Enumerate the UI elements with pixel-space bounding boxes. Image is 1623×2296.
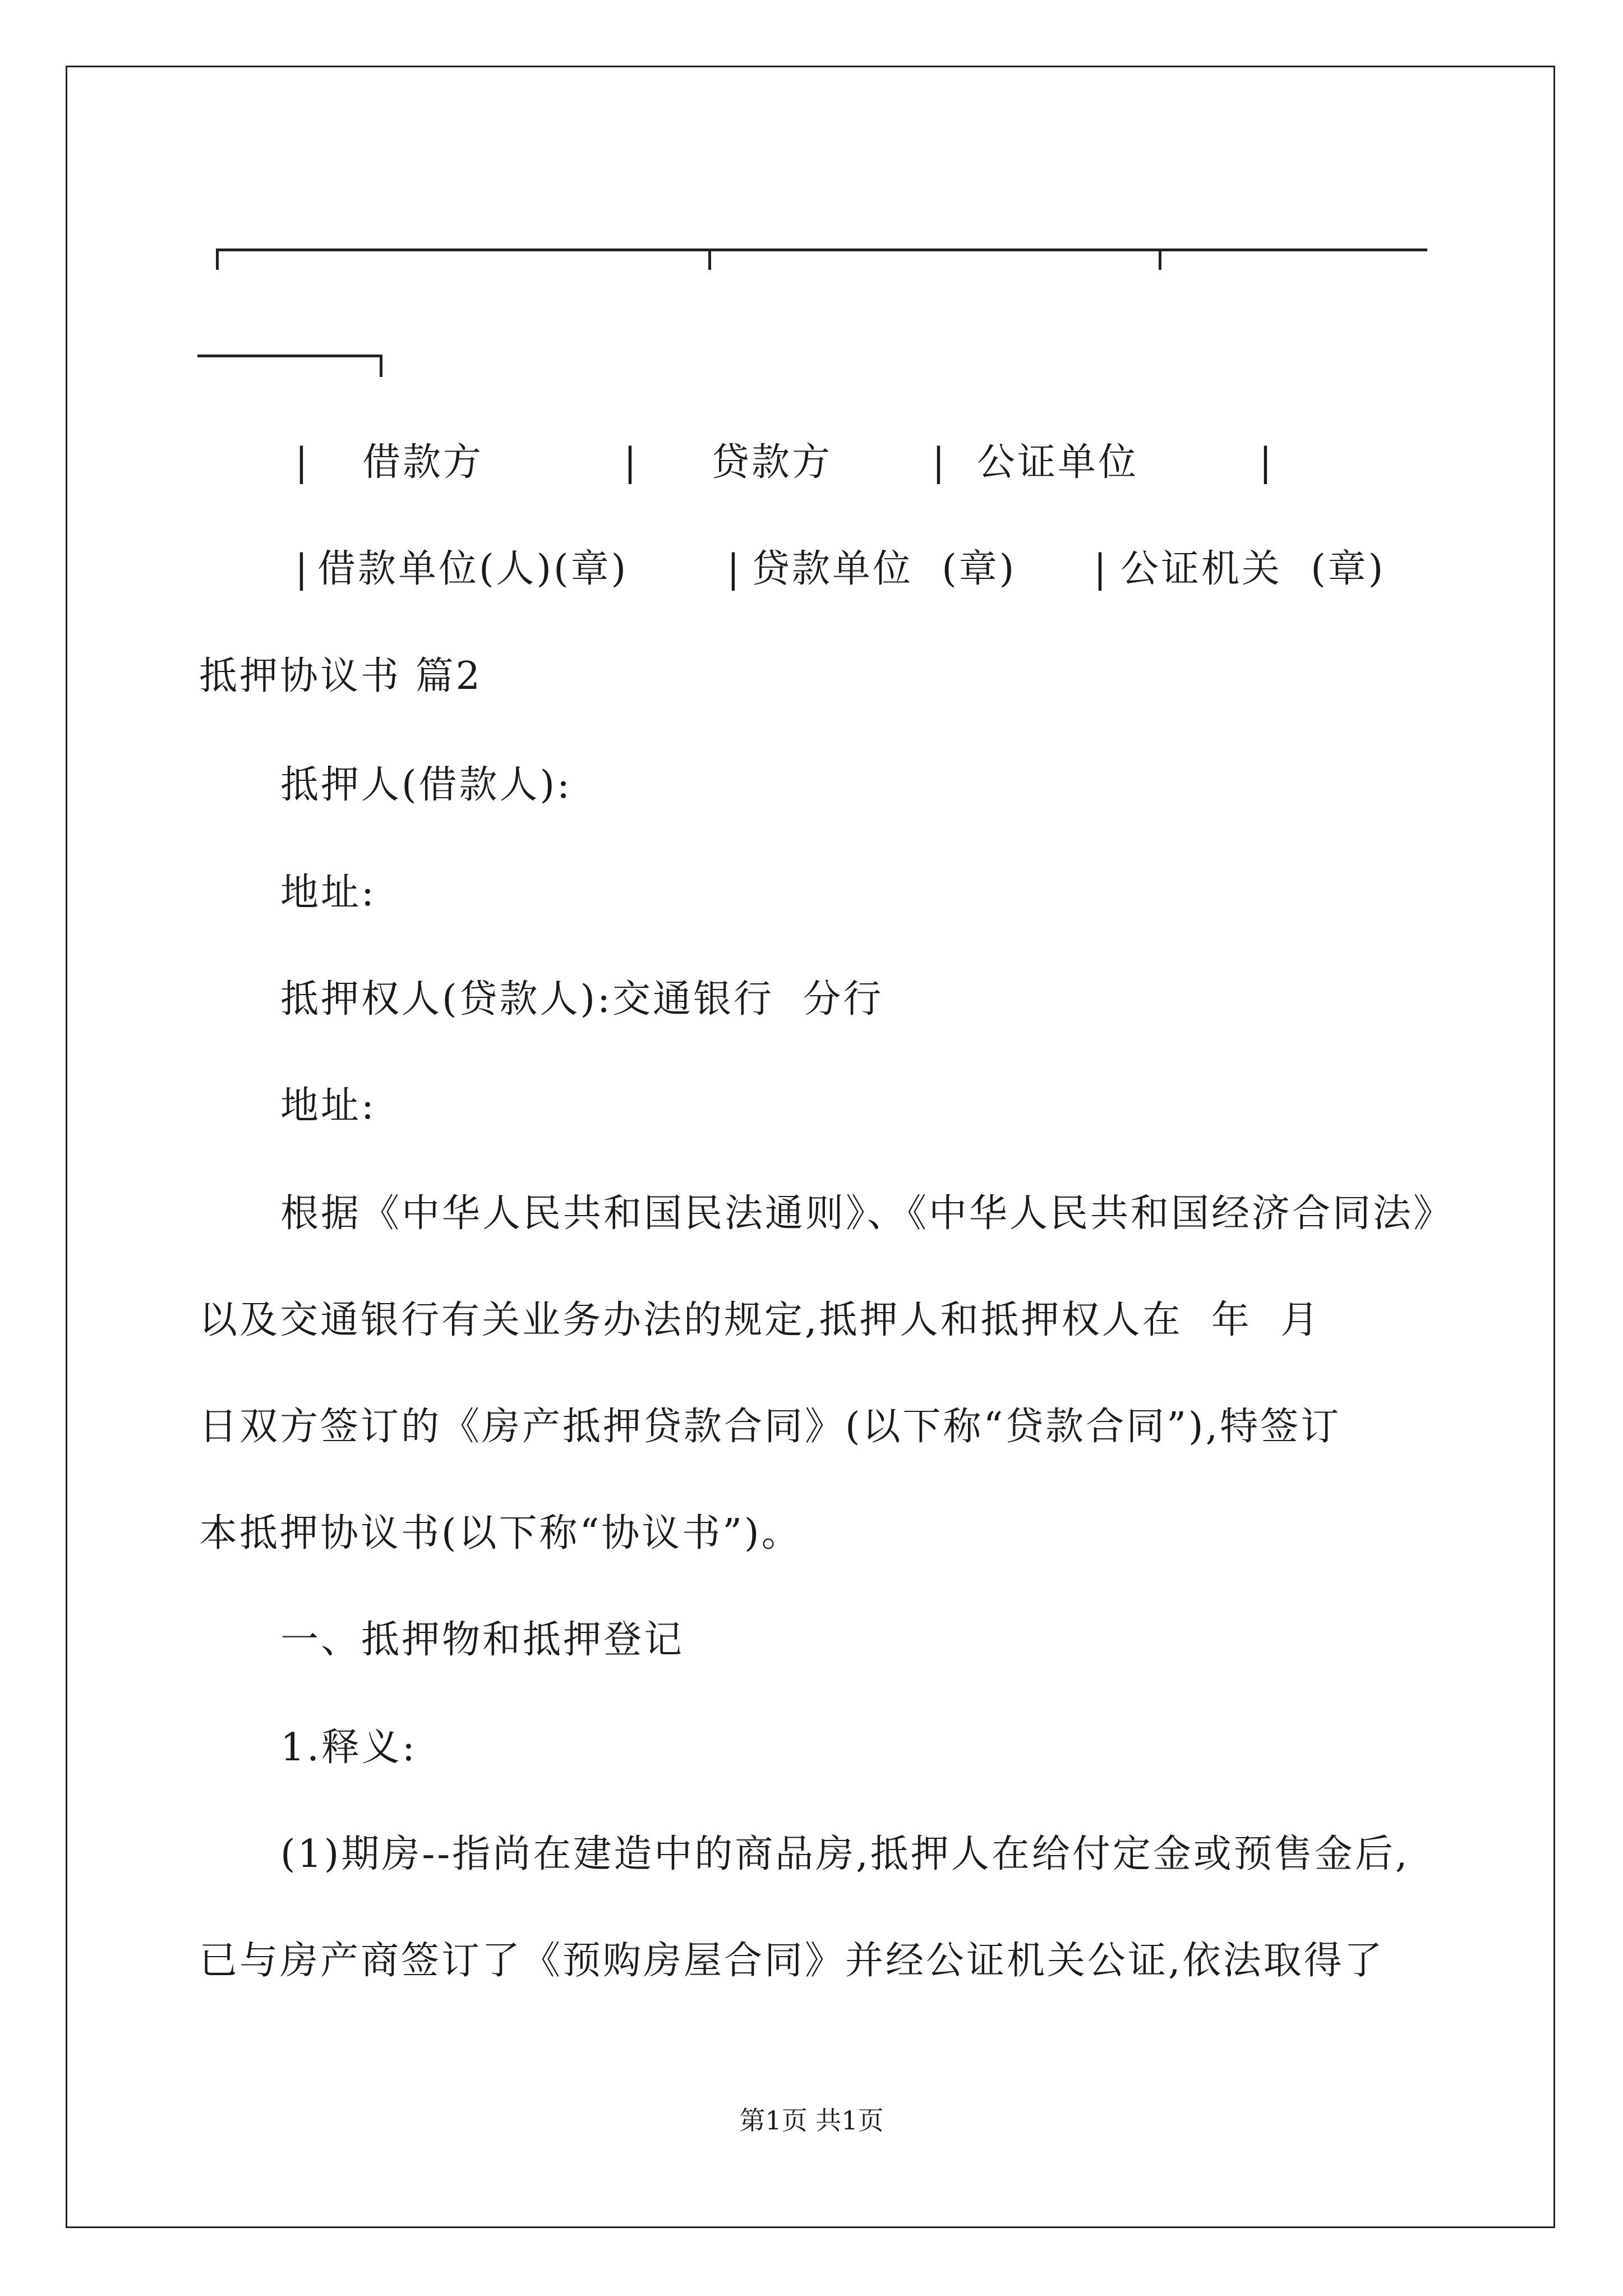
page-frame (66, 66, 1555, 2228)
table-separator: | (624, 440, 639, 485)
heading-1: 一、抵押物和抵押登记 (280, 1618, 685, 1662)
sign-lender: 贷款单位 (章) (751, 547, 1017, 591)
table-sign-row (0, 547, 1623, 592)
table-separator: | (295, 547, 310, 591)
table-header-notary: 公证单位 (977, 440, 1139, 485)
preamble-line-4: 本抵押协议书(以下称“协议书”)。 (199, 1511, 802, 1556)
table-tick-mid2 (1159, 249, 1161, 270)
table-continuation-tick (380, 355, 382, 377)
preamble-line-2: 以及交通银行有关业务办法的规定,抵押人和抵押权人在 年 月 (199, 1298, 1321, 1342)
sign-borrower: 借款单位(人)(章) (317, 547, 629, 591)
field-mortgagor-address: 地址: (280, 871, 376, 915)
field-mortgagee: 抵押权人(贷款人):交通银行 分行 (280, 977, 884, 1022)
section-title: 抵押协议书 篇2 (199, 654, 482, 698)
field-mortgagee-address: 地址: (280, 1084, 376, 1128)
item-1-1-line-1: (1)期房--指尚在建造中的商品房,抵押人在给付定金或预售金后, (280, 1832, 1410, 1876)
table-separator: | (1094, 547, 1109, 591)
table-tick-left (216, 249, 219, 270)
table-separator: | (295, 440, 310, 485)
table-header-row (0, 440, 1623, 485)
table-header-borrower: 借款方 (362, 440, 484, 485)
table-header-lender: 贷款方 (711, 440, 833, 485)
preamble-line-3: 日双方签订的《房产抵押贷款合同》(以下称“贷款合同”),特签订 (199, 1405, 1341, 1449)
table-separator: | (1259, 440, 1274, 485)
page-footer: 第1页 共1页 (739, 2105, 884, 2136)
item-1-1-line-2: 已与房产商签订了《预购房屋合同》并经公证机关公证,依法取得了 (199, 1939, 1385, 1983)
field-mortgagor: 抵押人(借款人): (280, 763, 572, 807)
table-tick-mid1 (708, 249, 711, 270)
preamble-line-1: 根据《中华人民共和国民法通则》、《中华人民共和国经济合同法》 (280, 1191, 1454, 1236)
table-separator: | (932, 440, 947, 485)
table-continuation-border (197, 355, 382, 357)
table-separator: | (727, 547, 742, 591)
item-1: 1.释义: (280, 1726, 417, 1770)
table-top-border (216, 249, 1427, 251)
sign-notary: 公证机关 (章) (1121, 547, 1386, 591)
